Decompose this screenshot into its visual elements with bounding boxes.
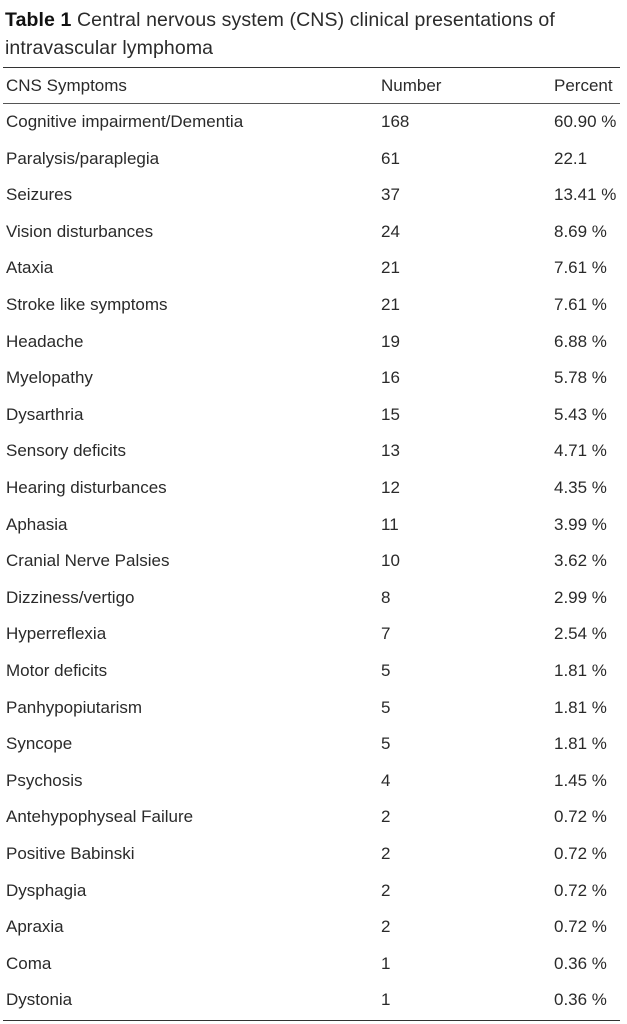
cell-percent: 0.36 % <box>554 953 607 973</box>
header-cns-symptoms: CNS Symptoms <box>6 76 127 95</box>
cell-symptom: Headache <box>6 331 84 351</box>
cell-number: 37 <box>381 185 400 205</box>
table-row <box>0 909 627 945</box>
cell-symptom: Paralysis/paraplegia <box>6 148 160 168</box>
cell-number: 2 <box>381 844 391 863</box>
cell-symptom: Syncope <box>6 734 73 754</box>
cell-percent: 0.72 % <box>554 807 607 827</box>
cell-symptom: Dysphagia <box>6 880 87 900</box>
cell-percent: 0.72 % <box>554 844 607 863</box>
cell-symptom: Hearing disturbances <box>6 478 167 497</box>
cell-symptom: Hyperreflexia <box>6 624 107 644</box>
table-row <box>0 104 627 140</box>
cell-symptom: Sensory deficits <box>6 441 126 461</box>
table-bottom-rule <box>3 1020 620 1021</box>
cell-symptom: Cranial Nerve Palsies <box>6 551 170 571</box>
table-row <box>0 580 627 616</box>
table-row <box>0 360 627 396</box>
cell-number: 5 <box>381 661 391 680</box>
cell-number: 2 <box>381 807 391 827</box>
table-row <box>0 141 627 177</box>
header-number: Number <box>381 76 442 95</box>
cell-number: 1 <box>381 990 391 1010</box>
cell-percent: 5.43 % <box>554 404 607 424</box>
table-row <box>0 507 627 543</box>
cell-symptom: Dysarthria <box>6 404 84 424</box>
cell-number: 16 <box>381 368 400 388</box>
table-row <box>0 799 627 835</box>
table-row <box>0 250 627 286</box>
table-row <box>0 873 627 909</box>
cell-percent: 1.81 % <box>554 697 607 717</box>
cell-number: 19 <box>381 331 400 351</box>
cell-symptom: Aphasia <box>6 514 68 534</box>
cell-percent: 6.88 % <box>554 331 607 351</box>
cell-symptom: Motor deficits <box>6 661 108 680</box>
cell-number: 4 <box>381 770 391 790</box>
cell-percent: 3.62 % <box>554 551 607 571</box>
table-row <box>0 397 627 433</box>
cell-number: 13 <box>381 441 400 461</box>
cell-symptom: Panhypopiutarism <box>6 697 143 717</box>
cell-number: 10 <box>381 551 400 571</box>
header-percent: Percent <box>554 76 613 95</box>
cell-symptom: Apraxia <box>6 917 64 937</box>
cell-number: 11 <box>381 514 399 534</box>
table-row <box>0 324 627 360</box>
cell-symptom: Antehypophyseal Failure <box>6 807 194 827</box>
cell-percent: 8.69 % <box>554 221 607 241</box>
cell-number: 2 <box>381 880 391 900</box>
cell-number: 15 <box>381 404 400 424</box>
cell-symptom: Cognitive impairment/Dementia <box>6 112 244 131</box>
cell-percent: 2.54 % <box>554 624 607 644</box>
table-row <box>0 543 627 579</box>
cell-percent: 60.90 % <box>554 112 617 131</box>
table-row <box>0 214 627 250</box>
cell-symptom: Stroke like symptoms <box>6 295 168 314</box>
cell-symptom: Ataxia <box>6 258 54 278</box>
table-row <box>0 616 627 652</box>
cell-percent: 3.99 % <box>554 514 607 534</box>
cell-percent: 5.78 % <box>554 368 607 388</box>
cell-percent: 13.41 % <box>554 185 617 205</box>
cell-percent: 4.71 % <box>554 441 607 461</box>
cell-percent: 0.72 % <box>554 917 607 937</box>
table-row <box>0 836 627 872</box>
cell-number: 21 <box>381 258 400 278</box>
cell-percent: 1.81 % <box>554 661 607 680</box>
table-row <box>0 982 627 1018</box>
cell-percent: 4.35 % <box>554 478 607 497</box>
table-row <box>0 470 627 506</box>
cell-number: 7 <box>381 624 391 644</box>
table-row <box>0 653 627 689</box>
cell-percent: 0.72 % <box>554 880 607 900</box>
cell-percent: 0.36 % <box>554 990 607 1010</box>
cell-number: 2 <box>381 917 391 937</box>
cell-symptom: Psychosis <box>6 770 83 790</box>
cell-percent: 7.61 % <box>554 258 607 278</box>
cell-percent: 1.45 % <box>554 770 607 790</box>
table-row <box>0 726 627 762</box>
cell-symptom: Dizziness/vertigo <box>6 587 135 607</box>
table-row <box>0 433 627 469</box>
cell-symptom: Dystonia <box>6 990 73 1010</box>
cell-number: 1 <box>381 953 391 973</box>
cell-number: 61 <box>381 148 400 168</box>
cell-number: 24 <box>381 221 400 241</box>
table-title: Central nervous system (CNS) clinical presentations of intravascular lymphoma <box>5 9 555 59</box>
cell-number: 8 <box>381 587 391 607</box>
cell-symptom: Positive Babinski <box>6 844 135 863</box>
cell-number: 5 <box>381 697 391 717</box>
cell-symptom: Coma <box>6 953 52 973</box>
cell-percent: 1.81 % <box>554 734 607 754</box>
table-row <box>0 763 627 799</box>
table-row <box>0 287 627 323</box>
cell-symptom: Myelopathy <box>6 368 93 388</box>
cell-symptom: Vision disturbances <box>6 221 154 241</box>
table-label: Table 1 <box>5 9 72 31</box>
cell-number: 21 <box>381 295 400 314</box>
table-row <box>0 177 627 213</box>
cell-number: 168 <box>381 112 410 131</box>
cell-percent: 22.1 <box>554 148 588 168</box>
table-row <box>0 690 627 726</box>
cell-number: 5 <box>381 734 391 754</box>
cell-percent: 7.61 % <box>554 295 607 314</box>
cell-symptom: Seizures <box>6 185 73 205</box>
cell-percent: 2.99 % <box>554 587 607 607</box>
table-header-row <box>0 68 627 103</box>
table-caption <box>5 6 620 62</box>
table-row <box>0 946 627 982</box>
cell-number: 12 <box>381 478 400 497</box>
